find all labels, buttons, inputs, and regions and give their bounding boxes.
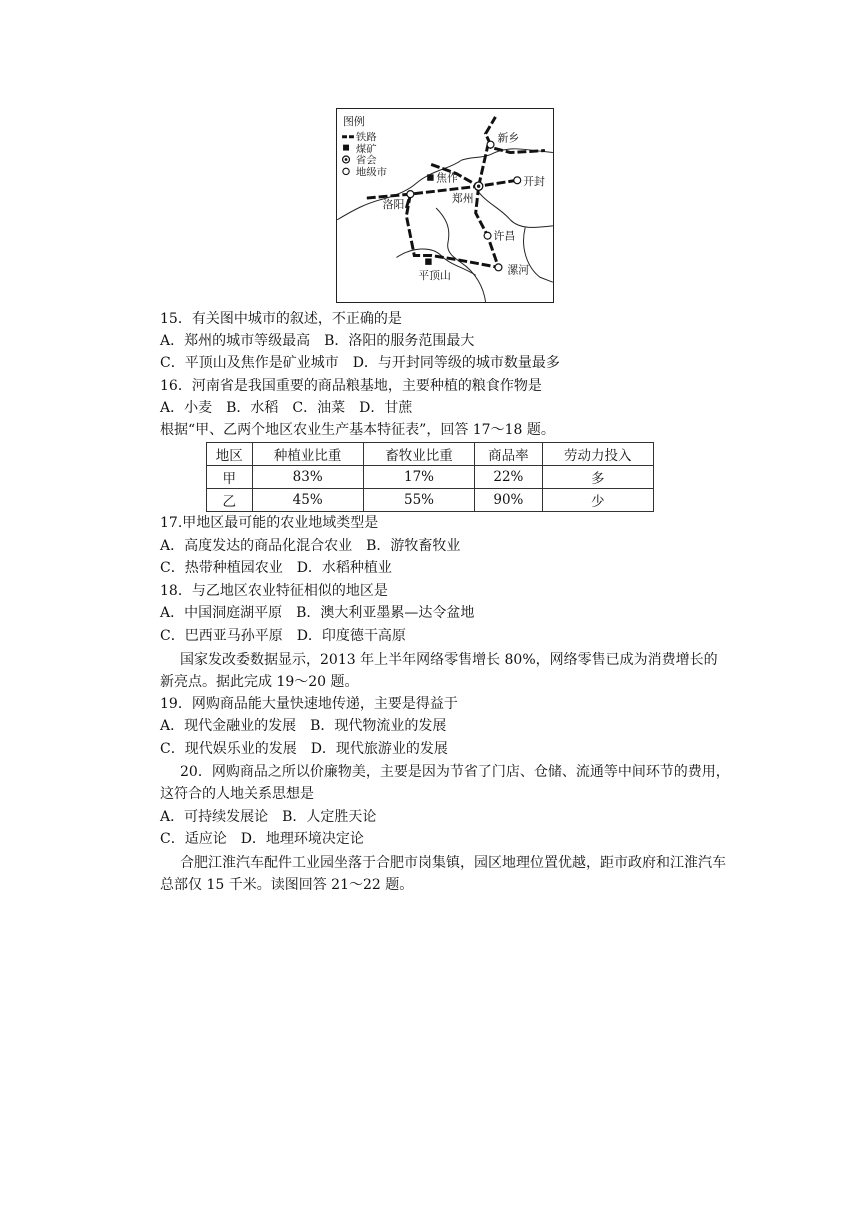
intro-19-20: 国家发改委数据显示，2013 年上半年网络零售增长 80%，网络零售已成为消费增长的新亮点。据此完成 19～20 题。: [160, 652, 718, 690]
railway-line: [486, 117, 496, 145]
q15-stem: 15．有关图中城市的叙述，不正确的是: [160, 311, 402, 327]
coal-mine-legend-icon: [343, 145, 349, 151]
city-label-luohe: 漯河: [507, 263, 530, 277]
railway-line: [476, 186, 499, 267]
table-cell: 45%: [252, 489, 363, 512]
q15-options-ab: A．郑州的城市等级最高 B．洛阳的服务范围最大: [160, 333, 475, 349]
q18-options-ab: A．中国洞庭湖平原 B．澳大利亚墨累—达令盆地: [160, 605, 475, 621]
table-header-cell: 劳动力投入: [542, 443, 653, 466]
table-row: [207, 489, 654, 512]
q20-stem: 20．网购商品之所以价廉物美，主要是因为节省了门店、仓储、流通等中间环节的费用，这符合的人地关系思想是: [160, 764, 730, 802]
city-marker-luoyang: [407, 191, 414, 198]
legend-label-city: 地级市: [355, 166, 388, 179]
q19-options-ab: A．现代金融业的发展 B．现代物流业的发展: [160, 718, 447, 734]
q16-stem: 16．河南省是我国重要的商品粮基地，主要种植的粮食作物是: [160, 378, 542, 394]
table-cell: 90%: [475, 489, 542, 512]
city-marker-xuchang: [484, 232, 491, 239]
table-cell: 83%: [252, 466, 363, 489]
table-header-cell: 地区: [207, 443, 253, 466]
city-label-xinxiang: 新乡: [497, 131, 520, 145]
city-marker-xinxiang: [487, 141, 494, 148]
map-legend: [342, 114, 387, 178]
intro-17-18: 根据“甲、乙两个地区农业生产基本特征表”，回答 17～18 题。: [160, 422, 555, 438]
table-cell: 少: [542, 489, 653, 512]
coal-mine-marker-jiaozuo: [427, 174, 433, 180]
capital-marker-dot: [477, 185, 480, 188]
q16-options: A．小麦 B．水稻 C．油菜 D．甘蔗: [160, 400, 413, 416]
table-cell: 多: [542, 466, 653, 489]
table-header-cell: 畜牧业比重: [363, 443, 474, 466]
legend-label-railway: 铁路: [355, 131, 377, 144]
q18-stem: 18．与乙地区农业特征相似的地区是: [160, 583, 388, 599]
city-marker-luohe: [495, 264, 502, 271]
map-svg: [337, 109, 553, 302]
henan-railway-map: [336, 108, 554, 303]
table-header-row: [207, 443, 654, 466]
city-label-xuchang: 许昌: [493, 229, 516, 243]
city-label-pingdingshan: 平顶山: [418, 269, 451, 283]
table-header-cell: 种植业比重: [252, 443, 363, 466]
q15-options-cd: C．平顶山及焦作是矿业城市 D．与开封同等级的城市数量最多: [160, 355, 560, 371]
city-label-zhengzhou: 郑州: [451, 192, 474, 206]
table-row: [207, 466, 654, 489]
table-cell: 甲: [207, 466, 253, 489]
legend-label-capital: 省会: [355, 154, 377, 167]
table-cell: 17%: [363, 466, 474, 489]
city-label-kaifeng: 开封: [523, 175, 545, 189]
q18-options-cd: C．巴西亚马孙平原 D．印度德干高原: [160, 628, 406, 644]
city-label-jiaozuo: 焦作: [436, 171, 458, 185]
table-cell: 22%: [475, 466, 542, 489]
agriculture-features-table: [206, 442, 654, 512]
city-legend-icon: [343, 168, 349, 174]
intro-21-22: 合肥江淮汽车配件工业园坐落于合肥市岗集镇，园区地理位置优越，距市政府和江淮汽车总部仅 15 千米。读图回答 21～22 题。: [160, 855, 726, 893]
capital-legend-dot: [345, 158, 348, 161]
city-label-luoyang: 洛阳: [382, 197, 405, 211]
q17-options-cd: C．热带种植园农业 D．水稻种植业: [160, 560, 392, 576]
boundary-line: [436, 208, 485, 302]
q17-options-ab: A．高度发达的商品化混合农业 B．游牧畜牧业: [160, 538, 461, 554]
table-header-cell: 商品率: [475, 443, 542, 466]
q19-options-cd: C．现代娱乐业的发展 D．现代旅游业的发展: [160, 741, 448, 757]
city-marker-kaifeng: [514, 177, 521, 184]
legend-title: 图例: [343, 114, 365, 128]
legend-label-coal: 煤矿: [355, 143, 377, 156]
table-cell: 55%: [363, 489, 474, 512]
table-cell: 乙: [207, 489, 253, 512]
q20-options-cd: C．适应论 D．地理环境决定论: [160, 831, 364, 847]
coal-mine-marker-pingdingshan: [425, 258, 431, 264]
q17-stem: 17.甲地区最可能的农业地域类型是: [160, 515, 379, 531]
boundary-line: [476, 188, 553, 227]
q19-stem: 19．网购商品能大量快速地传递，主要是得益于: [160, 696, 458, 712]
q20-options-ab: A．可持续发展论 B．人定胜天论: [160, 809, 377, 825]
